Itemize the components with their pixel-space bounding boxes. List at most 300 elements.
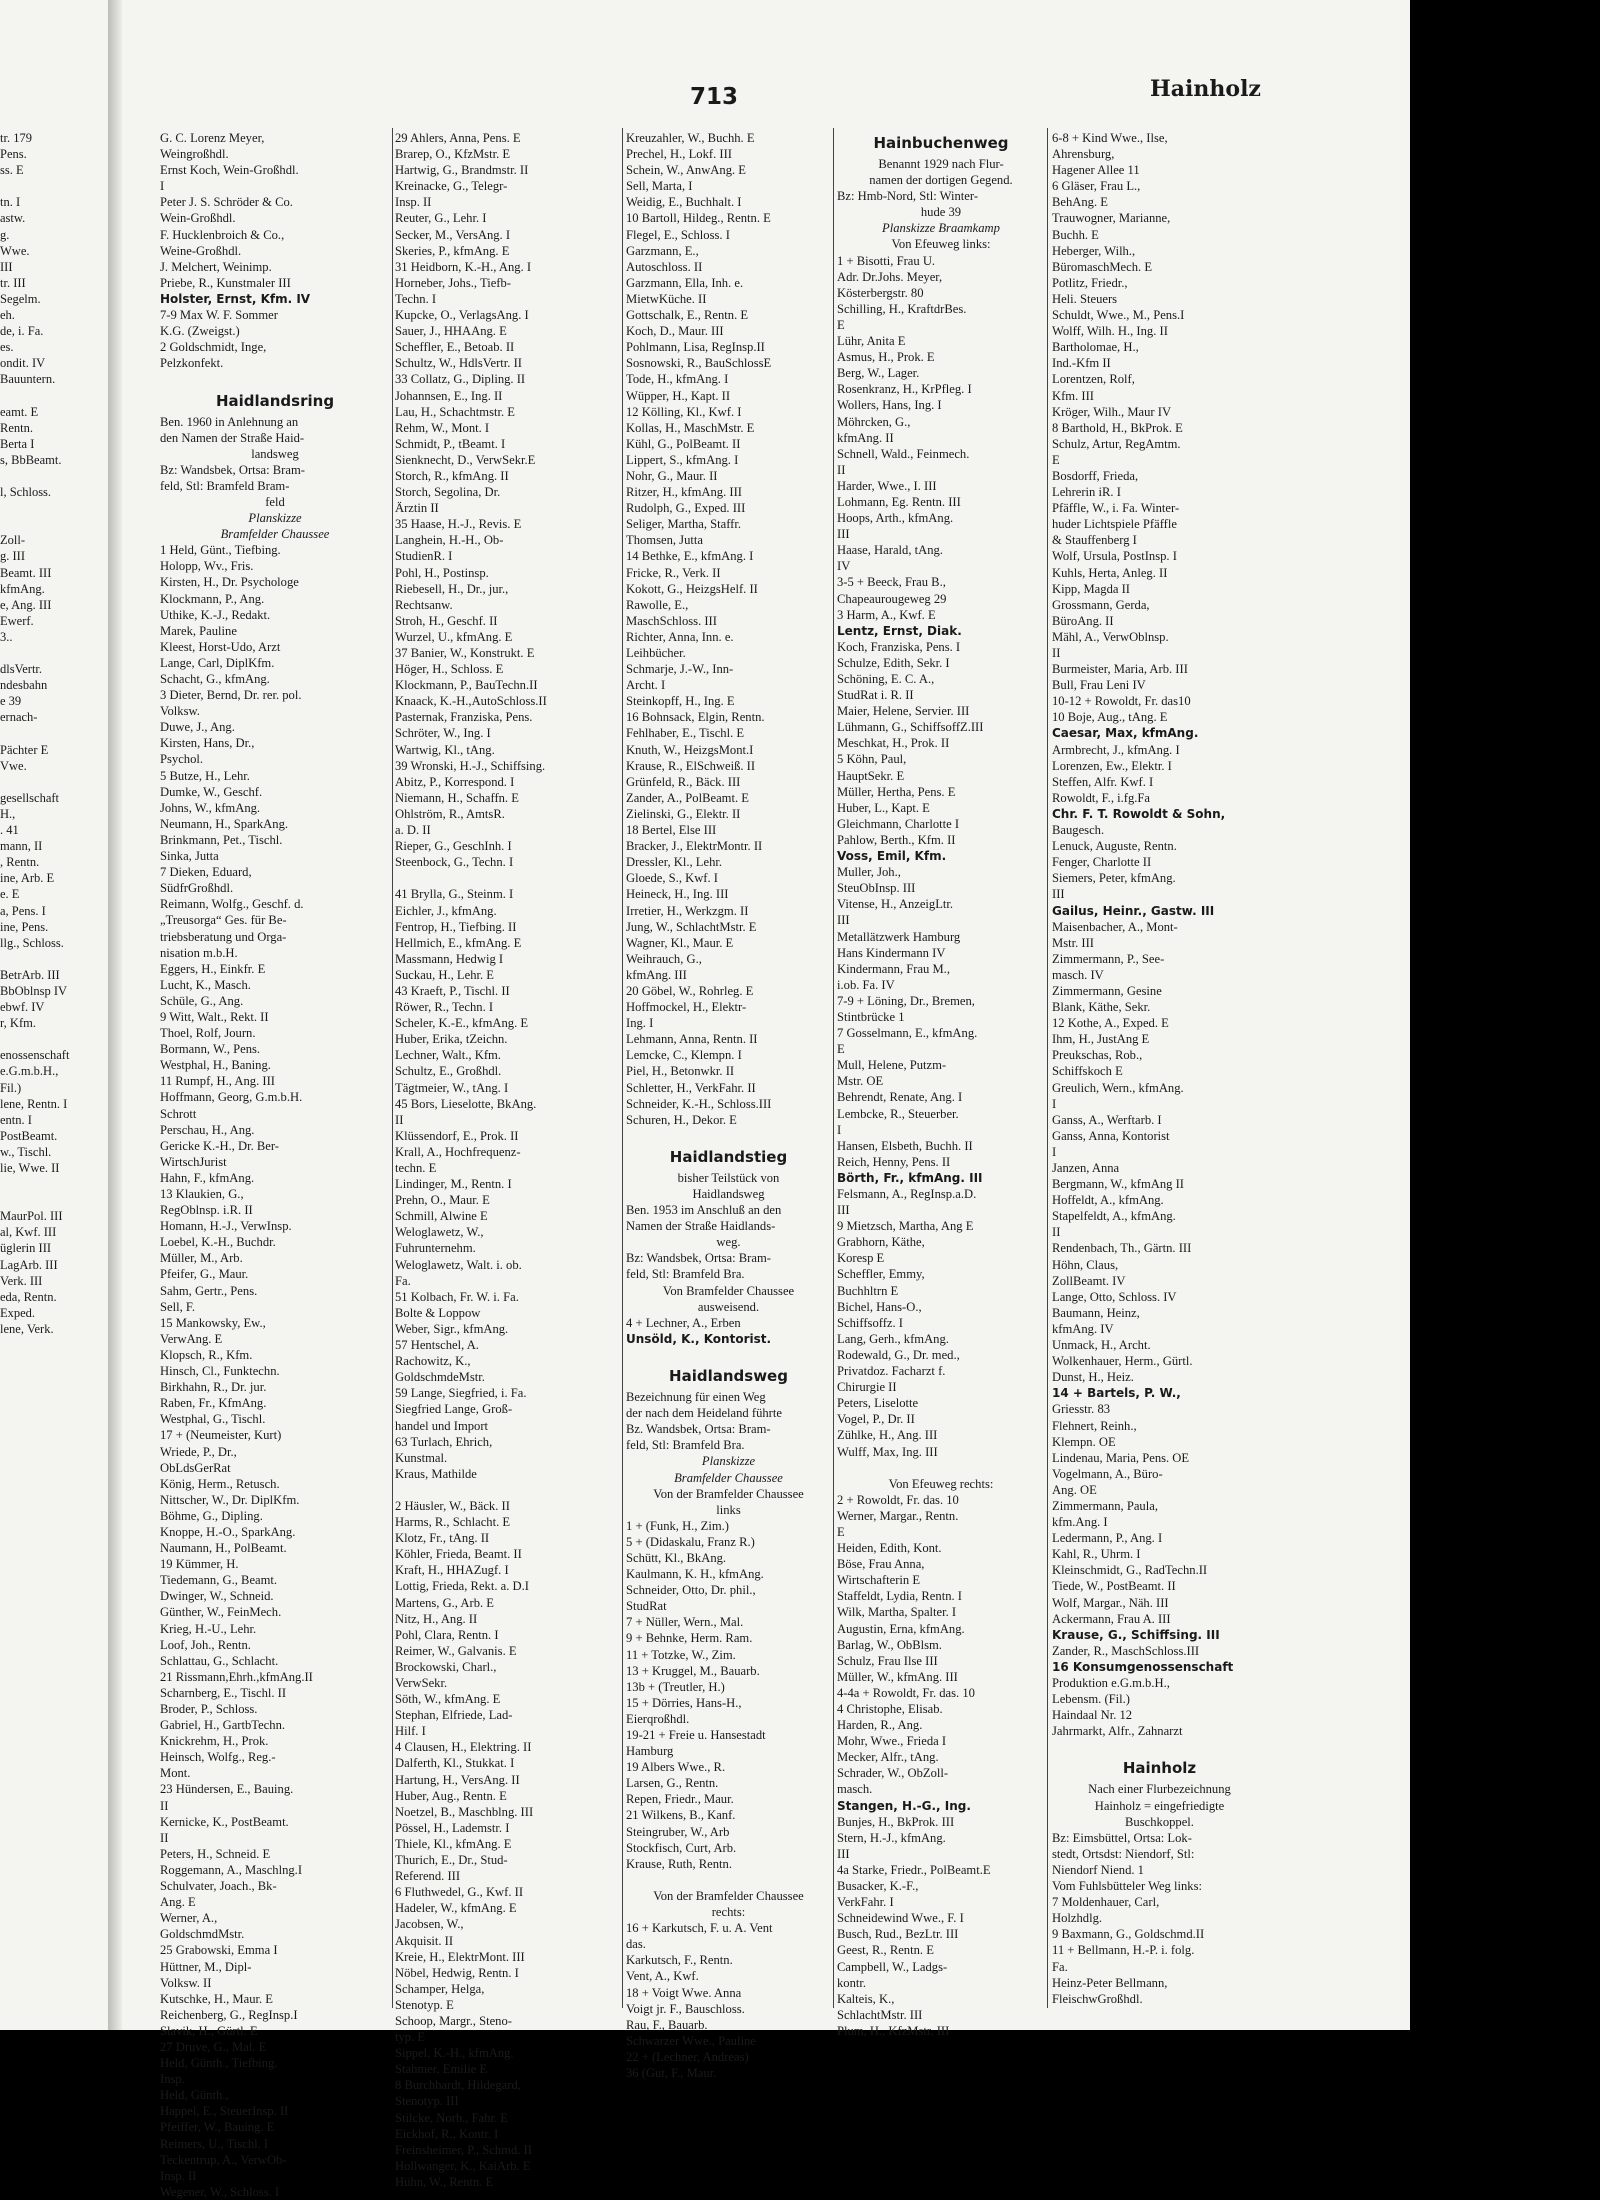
- directory-entry: Wulff, Max, Ing. III: [837, 1444, 938, 1459]
- directory-entry: 1 Held, Günt., Tiefbing.: [160, 543, 281, 558]
- directory-entry: Voss, Emil, Kfm.: [837, 849, 947, 864]
- directory-entry: 18 Bertel, Else III: [626, 823, 717, 838]
- directory-entry: Ernst Koch, Wein-Großhdl.: [160, 163, 299, 178]
- directory-entry: Mecker, Alfr., tAng.: [837, 1750, 939, 1765]
- directory-entry: II: [160, 1830, 169, 1845]
- directory-entry: Dwinger, W., Schneid.: [160, 1589, 274, 1604]
- facing-page-fragment: eamt. E: [0, 404, 39, 419]
- directory-entry: Lindenau, Maria, Pens. OE: [1052, 1450, 1190, 1465]
- street-heading: Haidlandsring: [215, 391, 335, 410]
- directory-entry: Schneider, K.-H., Schloss.III: [626, 1096, 772, 1111]
- directory-entry: Scheler, K.-E., kfmAng. E: [395, 1016, 529, 1031]
- directory-entry: 15 + Dörries, Hans-H.,: [626, 1695, 742, 1710]
- directory-entry: Klotz, Fr., tAng. II: [395, 1531, 490, 1546]
- directory-entry: Rodewald, G., Dr. med.,: [837, 1347, 960, 1362]
- directory-entry: Sahm, Gertr., Pens.: [160, 1283, 258, 1298]
- directory-entry: Adr. Dr.Johs. Meyer,: [837, 269, 943, 284]
- directory-entry: Tiede, W., PostBeamt. II: [1052, 1579, 1176, 1594]
- directory-entry: Von der Bramfelder Chaussee: [653, 1486, 804, 1501]
- directory-entry: Zielinski, G., Elektr. II: [626, 806, 741, 821]
- directory-entry: 15 Mankowsky, Ew.,: [160, 1315, 266, 1330]
- directory-entry: Nach einer Flurbezeichnung: [1088, 1782, 1231, 1797]
- directory-entry: Krause, Ruth, Rentn.: [626, 1856, 732, 1871]
- directory-entry: Mstr. OE: [837, 1074, 884, 1089]
- directory-entry: Fa.: [1052, 1959, 1068, 1974]
- facing-page-fragment: III: [0, 259, 13, 274]
- directory-entry: Huber, L., Kapt. E: [837, 800, 930, 815]
- directory-entry: Schulz, Artur, RegAmtm.: [1052, 436, 1181, 451]
- directory-entry: 29 Ahlers, Anna, Pens. E: [395, 131, 521, 145]
- directory-entry: 45 Bors, Lieselotte, BkAng.: [395, 1096, 537, 1111]
- directory-entry: Ihm, H., JustAng E: [1052, 1032, 1150, 1047]
- directory-entry: Klüssendorf, E., Prok. II: [395, 1128, 519, 1143]
- directory-entry: Scheffler, E., Betoab. II: [395, 340, 515, 355]
- directory-entry: Bergmann, W., kfmAng II: [1052, 1177, 1184, 1192]
- directory-entry: 6-8 + Kind Wwe., Ilse,: [1052, 131, 1168, 145]
- directory-entry: den Namen der Straße Haid-: [160, 430, 305, 445]
- directory-entry: Referend. III: [395, 1869, 461, 1884]
- directory-entry: Ärztin II: [395, 501, 439, 516]
- directory-entry: Ben. 1953 im Anschluß an den: [626, 1203, 782, 1218]
- directory-entry: Mull, Helene, Putzm-: [837, 1058, 947, 1073]
- directory-entry: 7-9 Max W. F. Sommer: [160, 308, 278, 323]
- directory-entry: 8 Burchhardt, Hildegard,: [395, 2078, 521, 2093]
- directory-entry: GoldschmdeMstr.: [395, 1370, 485, 1385]
- directory-entry: Huber, Aug., Rentn. E: [395, 1788, 507, 1803]
- directory-entry: Mähl, A., VerwOblnsp.: [1052, 629, 1169, 644]
- directory-entry: 9 Baxmann, G., Goldschmd.II: [1052, 1927, 1205, 1942]
- directory-entry: Klockmann, P., Ang.: [160, 591, 265, 606]
- directory-entry: Wagner, Kl., Maur. E: [626, 935, 734, 950]
- directory-entry: Bz. Wandsbek, Ortsa: Bram-: [626, 1422, 771, 1437]
- directory-entry: Hinsch, Cl., Funktechn.: [160, 1364, 280, 1379]
- directory-entry: Ohlström, R., AmtsR.: [395, 806, 505, 821]
- directory-entry: stedt, Ortsdst: Niendorf, Stl:: [1052, 1846, 1195, 1861]
- directory-entry: Janzen, Anna: [1052, 1161, 1120, 1175]
- directory-entry: Heberger, Wilh.,: [1052, 243, 1136, 258]
- directory-entry: 22 + (Lechner, Andreas): [626, 2049, 749, 2064]
- facing-page-fragment: Bauuntern.: [0, 372, 56, 387]
- directory-entry: Zühlke, H., Ang. III: [837, 1428, 938, 1443]
- directory-entry: Hamburg: [626, 1744, 674, 1759]
- directory-entry: Ganss, A., Werftarb. I: [1052, 1112, 1162, 1127]
- directory-entry: 10 Bartoll, Hildeg., Rentn. E: [626, 211, 771, 226]
- directory-entry: Peter J. S. Schröder & Co.: [160, 195, 293, 210]
- facing-page-fragment: üglerin III: [0, 1241, 52, 1256]
- directory-entry: I: [1052, 1144, 1057, 1159]
- directory-entry: VerkFahr. I: [837, 1895, 894, 1910]
- directory-entry: Reuter, G., Lehr. I: [395, 211, 487, 226]
- directory-entry: Flegel, E., Schloss. I: [626, 227, 730, 242]
- directory-entry: Garzmann, Ella, Inh. e.: [626, 275, 744, 290]
- directory-entry: Brockowski, Charl.,: [395, 1659, 497, 1674]
- directory-entry: Ben. 1960 in Anlehnung an: [160, 414, 299, 429]
- directory-entry: J. Melchert, Weinimp.: [160, 259, 272, 274]
- directory-entry: Westphal, H., Baning.: [160, 1058, 271, 1073]
- directory-entry: Lechner, Walt., Kfm.: [395, 1048, 501, 1063]
- directory-entry: Schröter, W., Ing. I: [395, 726, 491, 741]
- directory-entry: Lehrerin iR. I: [1052, 485, 1121, 500]
- directory-entry: ObLdsGerRat: [160, 1460, 231, 1475]
- directory-entry: Kernicke, K., PostBeamt.: [160, 1814, 289, 1829]
- directory-entry: Schiffsoffz. I: [837, 1315, 903, 1330]
- directory-entry: Schlattau, G., Schlacht.: [160, 1653, 279, 1668]
- directory-entry: [395, 1482, 620, 1498]
- directory-entry: Hoffmockel, H., Elektr-: [626, 1000, 747, 1015]
- directory-entry: Neumann, H., SparkAng.: [160, 816, 289, 831]
- facing-page-fragment: lene, Rentn. I: [0, 1096, 68, 1111]
- directory-entry: Dumke, W., Geschf.: [160, 784, 263, 799]
- directory-entry: Prehn, O., Maur. E: [395, 1193, 490, 1208]
- directory-entry: Heinz-Peter Bellmann,: [1052, 1975, 1168, 1990]
- directory-entry: IV: [837, 559, 851, 574]
- directory-entry: Sienknecht, D., VerwSekr.E: [395, 452, 536, 467]
- facing-page-fragment: Vwe.: [0, 758, 27, 773]
- directory-entry: Rowoldt, F., i.fg.Fa: [1052, 790, 1151, 805]
- directory-entry: Nohr, G., Maur. II: [626, 468, 718, 483]
- directory-entry: Steinkopff, H., Ing. E: [626, 694, 735, 709]
- directory-entry: masch. IV: [1052, 967, 1104, 982]
- directory-entry: Bz: Wandsbek, Ortsa: Bram-: [626, 1251, 771, 1266]
- directory-entry: 16 + Karkutsch, F. u. A. Vent: [626, 1921, 773, 1936]
- facing-page-fragment: Berta I: [0, 436, 35, 451]
- directory-entry: Reichenberg, G., RegInsp.I: [160, 2007, 298, 2022]
- facing-page-fragment: de, i. Fa.: [0, 324, 44, 339]
- directory-entry: Schulze, Edith, Sekr. I: [837, 655, 950, 670]
- directory-entry: Zander, A., PolBeamt. E: [626, 790, 749, 805]
- directory-entry: Brarep, O., KfzMstr. E: [395, 147, 511, 162]
- directory-entry: Werner, Margar., Rentn.: [837, 1508, 959, 1523]
- directory-entry: Lorentzen, Rolf,: [1052, 372, 1135, 387]
- directory-entry: 51 Kolbach, Fr. W. i. Fa.: [395, 1289, 519, 1304]
- directory-entry: III: [837, 913, 850, 928]
- directory-entry: Krause, G., Schiffsing. III: [1052, 1627, 1220, 1642]
- directory-entry: Dunst, H., Heiz.: [1052, 1370, 1134, 1385]
- directory-entry: 4 Clausen, H., Elektring. II: [395, 1740, 532, 1755]
- directory-entry: 3 Harm, A., Kwf. E: [837, 607, 936, 622]
- directory-entry: Kleest, Horst-Udo, Arzt: [160, 639, 281, 654]
- facing-page-fragment: BetrArb. III: [0, 967, 60, 982]
- directory-entry: Kreinacke, G., Telegr-: [395, 179, 508, 194]
- directory-entry: Kraus, Mathilde: [395, 1466, 477, 1481]
- directory-entry: RegOblnsp. i.R. II: [160, 1203, 253, 1218]
- directory-entry: II: [1052, 646, 1061, 660]
- directory-entry: Fehlhaber, E., Tischl. E: [626, 726, 745, 741]
- facing-page-fragment: Pächter E: [0, 742, 49, 757]
- directory-entry: Gericke K.-H., Dr. Ber-: [160, 1138, 279, 1153]
- directory-entry: Kleinschmidt, G., RadTechn.II: [1052, 1563, 1208, 1578]
- directory-entry: Richter, Anna, Inn. e.: [626, 629, 734, 644]
- directory-entry: Freinsheimer, P., Schmd. II: [395, 2142, 532, 2157]
- directory-entry: K.G. (Zweigst.): [160, 324, 240, 339]
- directory-entry: Naumann, H., PolBeamt.: [160, 1541, 287, 1556]
- directory-entry: Holopp, Wv., Fris.: [160, 559, 254, 574]
- directory-entry: Kuhls, Herta, Anleg. II: [1052, 565, 1168, 580]
- directory-entry: Volksw. II: [160, 1975, 212, 1990]
- directory-entry: Hüttner, M., Dipl-: [160, 1959, 252, 1974]
- directory-entry: Grossmann, Gerda,: [1052, 597, 1150, 612]
- facing-page-fragment: ernach-: [0, 710, 38, 725]
- directory-entry: 12 Kothe, A., Exped. E: [1052, 1016, 1169, 1031]
- directory-entry: III: [837, 1846, 850, 1861]
- directory-entry: Lentz, Ernst, Diak.: [837, 623, 962, 638]
- directory-entry: Fricke, R., Verk. II: [626, 565, 721, 580]
- directory-entry: Heiden, Edith, Kont.: [837, 1541, 942, 1556]
- directory-entry: Reimers, U., Tischl. I: [160, 2136, 269, 2151]
- directory-entry: Skeries, P., kfmAng. E: [395, 243, 510, 258]
- directory-entry: Gabriel, H., GartbTechn.: [160, 1718, 286, 1733]
- directory-entry: SchlachtMstr. III: [837, 2007, 923, 2022]
- facing-page-fragment: [0, 388, 106, 404]
- directory-entry: III: [1052, 887, 1065, 902]
- directory-entry: feld, Stl: Bramfeld Bra.: [626, 1438, 745, 1453]
- facing-page-fragment: ine, Pens.: [0, 919, 49, 934]
- directory-entry: Gleichmann, Charlotte I: [837, 816, 960, 831]
- directory-entry: 33 Collatz, G., Dipling. II: [395, 372, 526, 387]
- directory-entry: Peters, Liselotte: [837, 1396, 919, 1411]
- directory-entry: Hagener Allee 11: [1052, 163, 1140, 178]
- directory-entry: Loof, Joh., Rentn.: [160, 1637, 251, 1652]
- directory-entry: Lippert, S., kfmAng. I: [626, 452, 739, 467]
- directory-entry: Harder, Wwe., I. III: [837, 478, 937, 493]
- street-heading: Hainholz: [1122, 1759, 1197, 1778]
- directory-entry: E: [837, 1042, 845, 1057]
- directory-entry: Holzhdlg.: [1052, 1911, 1103, 1926]
- directory-entry: Schultz, W., HdlsVertr. II: [395, 356, 522, 371]
- facing-page-fragment: l, Schloss.: [0, 485, 52, 500]
- directory-entry: Maier, Helene, Servier. III: [837, 704, 970, 719]
- directory-entry: Schein, W., AnwAng. E: [626, 163, 746, 178]
- directory-entry: Böse, Frau Anna,: [837, 1557, 925, 1572]
- directory-entry: 1 + (Funk, H., Zim.): [626, 1518, 729, 1533]
- directory-entry: [1052, 1739, 1267, 1755]
- directory-entry: Söth, W., kfmAng. E: [395, 1692, 501, 1707]
- directory-entry: 5 Butze, H., Lehr.: [160, 768, 250, 783]
- directory-entry: Jung, W., SchlachtMstr. E: [626, 919, 757, 934]
- directory-entry: Werner, A.,: [160, 1911, 218, 1926]
- directory-entry: Wriede, P., Dr.,: [160, 1444, 237, 1459]
- column-rule: [1047, 128, 1048, 2008]
- directory-entry: Rechtsanw.: [395, 597, 453, 612]
- directory-entry: Roggemann, A., Maschlng.I: [160, 1862, 303, 1877]
- book-gutter: [108, 0, 122, 2030]
- directory-entry: kfm.Ang. I: [1052, 1515, 1108, 1530]
- directory-entry: Mstr. III: [1052, 935, 1094, 950]
- directory-entry: 21 Rissmann,Ehrh.,kfmAng.II: [160, 1669, 313, 1684]
- directory-entry: Bramfelder Chaussee: [674, 1470, 783, 1485]
- directory-entry: Scharnberg, E., Tischl. II: [160, 1685, 287, 1700]
- directory-entry: 35 Haase, H.-J., Revis. E: [395, 517, 522, 532]
- directory-entry: Bichel, Hans-O.,: [837, 1299, 922, 1314]
- directory-entry: Pfäffle, W., i. Fa. Winter-: [1052, 501, 1180, 516]
- directory-entry: Repen, Friedr., Maur.: [626, 1792, 734, 1807]
- directory-entry: Schrader, W., ObZoll-: [837, 1766, 949, 1781]
- directory-entry: Lang, Gerh., kfmAng.: [837, 1331, 949, 1346]
- directory-entry: Stangen, H.-G., Ing.: [837, 1798, 971, 1813]
- directory-entry: II: [395, 1112, 404, 1127]
- directory-entry: Happel, E., SteuerInsp. II: [160, 2104, 289, 2119]
- directory-entry: Prechel, H., Lokf. III: [626, 147, 732, 162]
- directory-entry: namen der dortigen Gegend.: [869, 173, 1013, 188]
- directory-entry: Fa.: [395, 1273, 411, 1288]
- directory-entry: Kraft, H., HHAZugf. I: [395, 1563, 509, 1578]
- directory-entry: Gottschalk, E., Rentn. E: [626, 308, 749, 323]
- column-rule: [622, 128, 623, 2008]
- directory-entry: Weingroßhdl.: [160, 147, 229, 162]
- directory-entry: Stephan, Elfriede, Lad-: [395, 1708, 513, 1723]
- column-rule: [833, 128, 834, 2008]
- directory-entry: 18 + Voigt Wwe. Anna: [626, 1985, 742, 2000]
- directory-entry: Heli. Steuers: [1052, 291, 1118, 306]
- directory-entry: 39 Wronski, H.-J., Schiffsing.: [395, 758, 546, 773]
- directory-entry: Priebe, R., Kunstmaler III: [160, 275, 291, 290]
- directory-entry: Böhme, G., Dipling.: [160, 1508, 263, 1523]
- facing-page-fragment: g.: [0, 227, 10, 242]
- directory-entry: Muller, Joh.,: [837, 865, 901, 880]
- directory-entry: 9 Mietzsch, Martha, Ang E: [837, 1219, 974, 1234]
- directory-entry: 10 Boje, Aug., tAng. E: [1052, 710, 1168, 725]
- directory-entry: Behrendt, Renate, Ang. I: [837, 1090, 963, 1105]
- directory-entry: Grabhorn, Käthe,: [837, 1235, 925, 1250]
- directory-entry: Thiele, Kl., kfmAng. E: [395, 1836, 512, 1851]
- directory-entry: Hadeler, W., kfmAng. E: [395, 1901, 517, 1916]
- directory-entry: 20 Göbel, W., Rohrleg. E: [626, 983, 754, 998]
- directory-entry: Rau, F., Bauarb.: [626, 2017, 708, 2032]
- directory-entry: ausweisend.: [697, 1299, 760, 1314]
- directory-entry: der nach dem Heideland führte: [626, 1406, 782, 1421]
- directory-entry: Günther, W., FeinMech.: [160, 1605, 282, 1620]
- facing-page-fragment: e.G.m.b.H.,: [0, 1064, 59, 1079]
- directory-entry: 19-21 + Freie u. Hansestadt: [626, 1728, 766, 1742]
- directory-entry: Birkhahn, R., Dr. jur.: [160, 1380, 267, 1395]
- directory-entry: E: [1052, 452, 1060, 467]
- directory-entry: Schneidewind Wwe., F. I: [837, 1911, 964, 1926]
- directory-entry: Schuren, H., Dekor. E: [626, 1112, 737, 1127]
- directory-entry: Pohl, Clara, Rentn. I: [395, 1627, 499, 1642]
- facing-page-fragment: Wwe.: [0, 243, 30, 258]
- facing-page-fragment: Beamt. III: [0, 565, 52, 580]
- directory-entry: Harms, R., Schlacht. E: [395, 1515, 511, 1530]
- directory-entry: Kalteis, K.,: [837, 1991, 895, 2006]
- directory-entry: Müller, W., kfmAng. III: [837, 1669, 958, 1684]
- directory-entry: weg.: [716, 1235, 741, 1250]
- directory-entry: Insp. II: [160, 2168, 197, 2183]
- directory-entry: Nöbel, Hedwig, Rentn. I: [395, 1965, 519, 1980]
- directory-entry: Steffen, Alfr. Kwf. I: [1052, 774, 1154, 789]
- directory-entry: Unsöld, K., Kontorist.: [626, 1331, 772, 1346]
- directory-entry: Bull, Frau Leni IV: [1052, 678, 1146, 693]
- facing-page-fragment: r, Kfm.: [0, 1016, 36, 1031]
- facing-page-fragment: [0, 500, 106, 516]
- directory-entry: Caesar, Max, kfmAng.: [1052, 726, 1199, 741]
- directory-entry: Zimmermann, Gesine: [1052, 983, 1162, 998]
- directory-entry: Lenuck, Auguste, Rentn.: [1052, 839, 1177, 854]
- directory-entry: BüromaschMech. E: [1052, 259, 1153, 274]
- directory-entry: landsweg: [251, 446, 299, 461]
- directory-entry: Haindaal Nr. 12: [1052, 1708, 1133, 1723]
- directory-entry: hude 39: [920, 205, 962, 220]
- directory-entry: Müller, M., Arb.: [160, 1251, 243, 1266]
- facing-page-fragment: [0, 1176, 106, 1192]
- directory-entry: Dalferth, Kl., Stukkat. I: [395, 1756, 515, 1771]
- facing-page-fragment: [0, 468, 106, 484]
- directory-entry: Bz: Eimsbüttel, Ortsa: Lok-: [1052, 1830, 1192, 1845]
- directory-entry: Kipp, Magda II: [1052, 581, 1130, 596]
- directory-entry: Schöning, E. C. A.,: [837, 672, 935, 686]
- directory-entry: Pfeiffer, W., Bauing. E: [160, 2120, 275, 2135]
- facing-page-fragment: es.: [0, 340, 14, 355]
- facing-page-fragment: [0, 178, 106, 194]
- facing-page-fragment: Exped.: [0, 1305, 36, 1320]
- directory-entry: Flehnert, Reinh.,: [1052, 1418, 1137, 1433]
- directory-entry: 31 Heidborn, K.-H., Ang. I: [395, 259, 532, 274]
- directory-entry: Weidig, E., Buchhalt. I: [626, 195, 742, 210]
- directory-entry: Hansen, Elsbeth, Buchh. II: [837, 1138, 973, 1153]
- directory-entry: 13 + Kruggel, M., Bauarb.: [626, 1663, 760, 1678]
- directory-entry: Weihrauch, G.,: [626, 951, 702, 966]
- directory-entry: Schamper, Helga,: [395, 1981, 485, 1996]
- directory-entry: König, Herm., Retusch.: [160, 1476, 280, 1491]
- facing-page-fragment: g. III: [0, 549, 25, 564]
- directory-entry: Knaack, K.-H.,AutoSchloss.II: [395, 694, 547, 709]
- directory-entry: Heinsch, Wolfg., Reg.-: [160, 1750, 276, 1765]
- directory-entry: Felsmann, A., RegInsp.a.D.: [837, 1187, 977, 1201]
- directory-entry: Bormann, W., Pens.: [160, 1042, 261, 1057]
- directory-entry: Schiffskoch E: [1052, 1064, 1123, 1079]
- directory-entry: Schneider, Otto, Dr. phil.,: [626, 1583, 756, 1598]
- facing-page-fragment: . 41: [0, 823, 19, 838]
- directory-entry: Grünfeld, R., Bäck. III: [626, 774, 741, 789]
- directory-entry: 10-12 + Rowoldt, Fr. das10: [1052, 694, 1191, 709]
- directory-entry: Steingruber, W., Arb: [626, 1824, 730, 1839]
- directory-entry: Dressler, Kl., Lehr.: [626, 855, 723, 870]
- directory-entry: kontr.: [837, 1975, 867, 1990]
- directory-entry: Wolf, Margar., Näh. III: [1052, 1595, 1169, 1610]
- directory-entry: Von Efeuweg links:: [891, 237, 991, 252]
- directory-entry: Eggers, H., Einkfr. E: [160, 961, 266, 976]
- directory-entry: Bartholomae, H.,: [1052, 340, 1139, 355]
- directory-entry: Peters, H., Schneid. E: [160, 1846, 271, 1861]
- facing-page-fragment: lie, Wwe. II: [0, 1161, 60, 1175]
- facing-page-fragment: [0, 645, 106, 661]
- facing-page-fragment: Fil.): [0, 1080, 22, 1095]
- directory-entry: Maisenbacher, A., Mont-: [1052, 919, 1178, 934]
- directory-entry: Lau, H., Schachtmstr. E: [395, 404, 515, 419]
- directory-entry: 2 Häusler, W., Bäck. II: [395, 1498, 510, 1513]
- directory-entry: Brinkmann, Pet., Tischl.: [160, 832, 283, 847]
- directory-entry: Weine-Großhdl.: [160, 243, 242, 258]
- directory-entry: Schmidt, P., tBeamt. I: [395, 436, 506, 451]
- directory-entry: Kühl, G., PolBeamt. II: [626, 436, 741, 451]
- directory-entry: Lucht, K., Masch.: [160, 977, 251, 992]
- directory-entry: II: [837, 462, 846, 477]
- directory-entry: MaschSchloss. III: [626, 613, 717, 628]
- directory-entry: Raben, Fr., KfmAng.: [160, 1396, 267, 1411]
- directory-entry: E: [837, 1524, 845, 1539]
- directory-entry: Kollas, H., MaschMstr. E: [626, 420, 755, 435]
- directory-entry: 1 + Bisotti, Frau U.: [837, 253, 936, 268]
- directory-entry: Berg, W., Lager.: [837, 366, 920, 381]
- directory-entry: 3 Dieter, Bernd, Dr. rer. pol.: [160, 688, 302, 703]
- directory-entry: Huber, Erika, tZeichn.: [395, 1032, 508, 1047]
- directory-entry: 14 + Bartels, P. W.,: [1052, 1386, 1181, 1401]
- directory-entry: Perschau, H., Ang.: [160, 1122, 255, 1137]
- directory-entry: Zander, R., MaschSchloss.III: [1052, 1643, 1200, 1658]
- directory-entry: Rawolle, E.,: [626, 597, 689, 612]
- directory-entry: Ing. I: [626, 1016, 654, 1031]
- directory-entry: Rudolph, G., Exped. III: [626, 501, 746, 516]
- directory-entry: Leihbücher.: [626, 646, 686, 660]
